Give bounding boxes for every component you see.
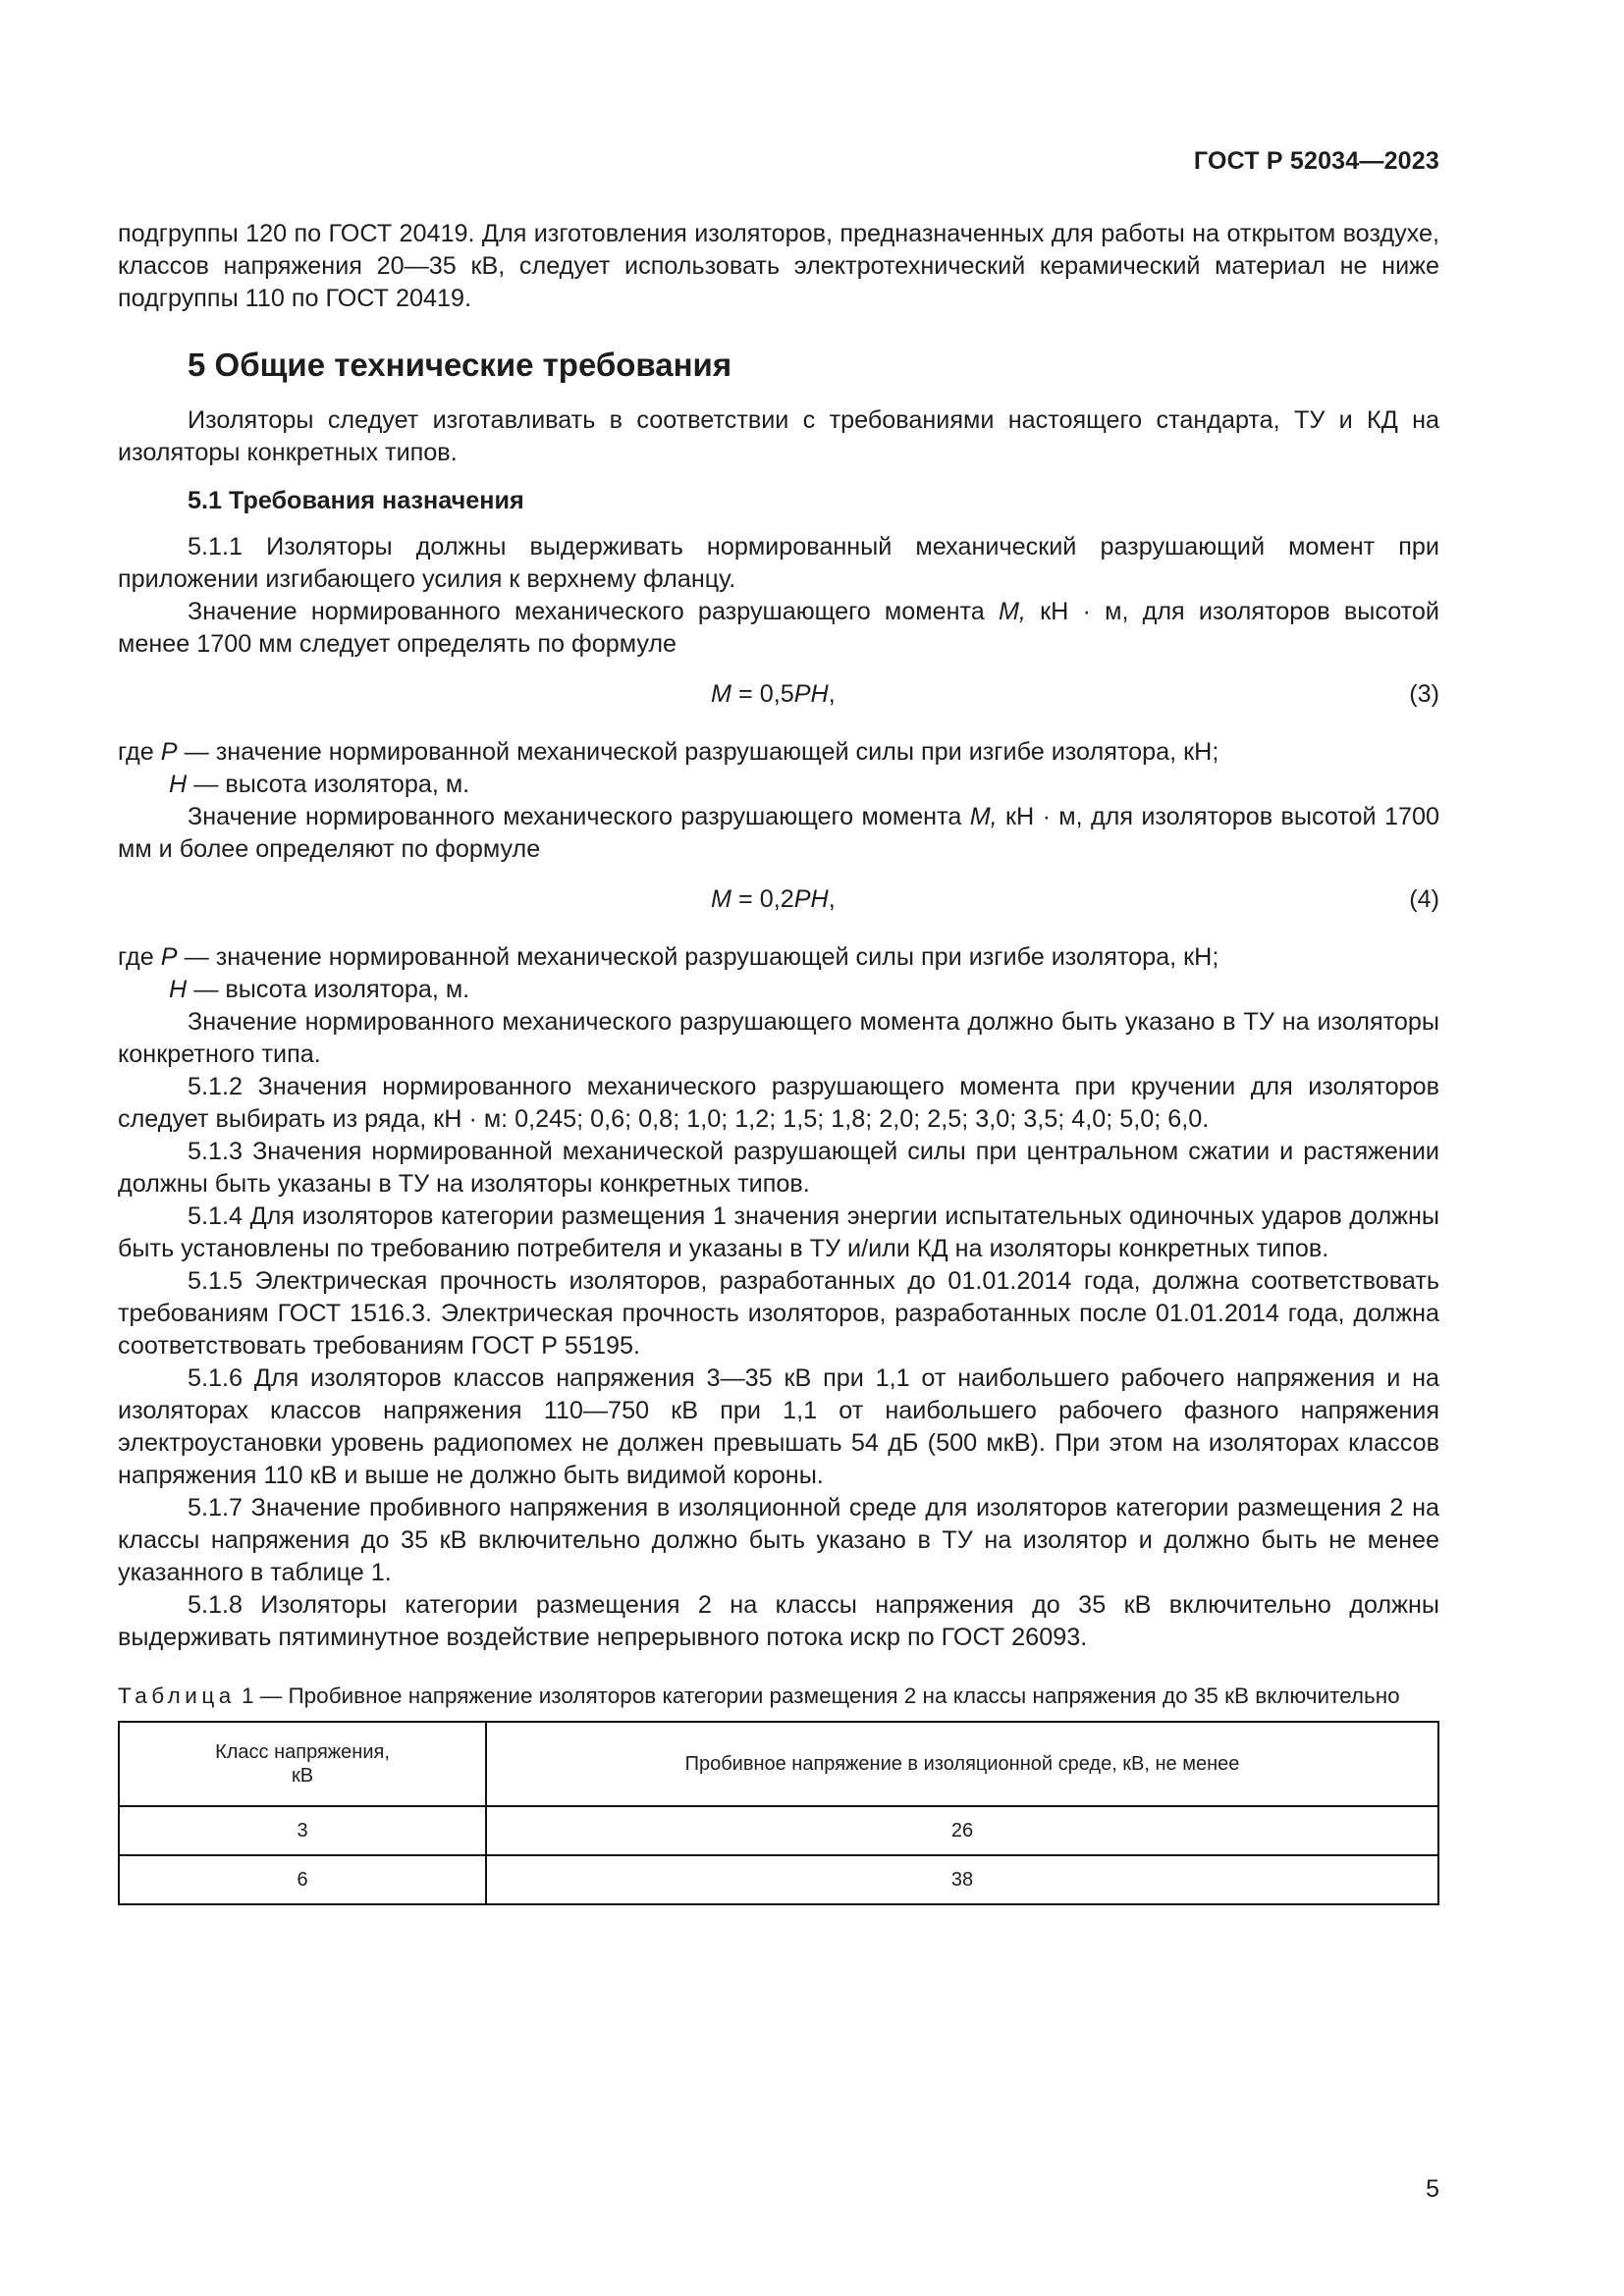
formula-4-where-p: где P — значение нормированной механической разрушающей силы при изгибе изолятора, кН; xyxy=(118,943,1219,971)
table-1 xyxy=(118,1721,1439,1905)
clause-5-1-5: 5.1.5 Электрическая прочность изоляторов, разработанных до 01.01.2014 года, должна соответствовать требованиям ГОСТ 1516.3. Электрическая прочность изоляторов, разработанных после 01.01.2014 года, должна соответствовать требованиям ГОСТ Р 55195. xyxy=(118,1267,1439,1360)
moment-tu-paragraph: Значение нормированного механического разрушающего момента должно быть указано в ТУ на изоляторы конкретного типа. xyxy=(118,1008,1439,1068)
table-cell-voltage-class: 6 xyxy=(119,1855,486,1904)
formula-3 xyxy=(118,678,1439,711)
column-header-breakdown-voltage: Пробивное напряжение в изоляционной среде, кВ, не менее xyxy=(486,1722,1438,1806)
clause-5-1-6: 5.1.6 Для изоляторов классов напряжения 3—35 кВ при 1,1 от наибольшего рабочего напряжения и на изоляторах классов напряжения 110—750 кВ при 1,1 от наибольшего рабочего фазного напряжения электроустановки уровень радиопомех не должен превышать 54 дБ (500 мкВ). При этом на изоляторах классов напряжения 110 кВ и выше не должно быть видимой короны. xyxy=(118,1364,1439,1489)
section-5-paragraph: Изоляторы следует изготавливать в соответствии с требованиями настоящего стандарта, ТУ и КД на изоляторы конкретных типов. xyxy=(118,406,1439,466)
table-header-row xyxy=(119,1722,1438,1806)
column-header-voltage-class: Класс напряжения, кВ xyxy=(119,1722,486,1806)
formula-3-number: (3) xyxy=(1409,680,1439,708)
table-row xyxy=(119,1806,1438,1855)
section-5-heading: 5 Общие технические требования xyxy=(188,347,732,383)
clause-5-1-2: 5.1.2 Значения нормированного механического разрушающего момента при кручении для изоляторов следует выбирать из ряда, кН · м: 0,245; 0,6; 0,8; 1,0; 1,2; 1,5; 1,8; 2,0; 2,5; 3,0; 3,5; 4,0; 5,0; 6,0. xyxy=(118,1073,1439,1133)
intro-paragraph: подгруппы 120 по ГОСТ 20419. Для изготовления изоляторов, предназначенных для работы на открытом воздухе, классов напряжения 20—35 кВ, следует использовать электротехнический керамический материал не ниже подгруппы 110 по ГОСТ 20419. xyxy=(118,220,1439,312)
formula-3-expression: M = 0,5PH, xyxy=(711,680,836,708)
clause-5-1-8: 5.1.8 Изоляторы категории размещения 2 на классы напряжения до 35 кВ включительно должны выдерживать пятиминутное воздействие непрерывного потока искр по ГОСТ 26093. xyxy=(118,1591,1439,1651)
formula-4-expression: M = 0,2PH, xyxy=(711,885,836,913)
table-1-caption: Таблица 1 — Пробивное напряжение изоляторов категории размещения 2 на классы напряжения до 35 кВ включительно xyxy=(118,1683,1400,1708)
formula-4 xyxy=(118,883,1439,916)
formula-4-number: (4) xyxy=(1409,885,1439,913)
moment-symbol: М, xyxy=(998,598,1026,625)
formula-4-where-h: H — высота изолятора, м. xyxy=(169,976,470,1003)
moment-paragraph-2: Значение нормированного механического разрушающего момента М, кН · м, для изоляторов высотой 1700 мм и более определяют по формуле xyxy=(118,803,1439,863)
moment-symbol: М, xyxy=(969,803,998,830)
page-content xyxy=(118,218,1439,1905)
table-cell-voltage-class: 3 xyxy=(119,1806,486,1855)
section-5-1-heading: 5.1 Требования назначения xyxy=(188,487,524,514)
document-code-header: ГОСТ Р 52034—2023 xyxy=(1193,147,1439,175)
moment-paragraph-1: Значение нормированного механического разрушающего момента М, кН · м, для изоляторов высотой менее 1700 мм следует определять по формуле xyxy=(118,598,1439,658)
table-cell-breakdown-voltage: 26 xyxy=(486,1806,1438,1855)
page-number: 5 xyxy=(1426,2175,1439,2203)
table-row xyxy=(119,1855,1438,1904)
formula-3-where-h: H — высота изолятора, м. xyxy=(169,771,470,798)
formula-3-where-p: где P — значение нормированной механической разрушающей силы при изгибе изолятора, кН; xyxy=(118,738,1219,766)
clause-5-1-7: 5.1.7 Значение пробивного напряжения в изоляционной среде для изоляторов категории размещения 2 на классы напряжения до 35 кВ включительно должно быть указано в ТУ на изолятор и должно быть не менее указанного в таблице 1. xyxy=(118,1494,1439,1586)
clause-5-1-1: 5.1.1 Изоляторы должны выдерживать нормированный механический разрушающий момент при приложении изгибающего усилия к верхнему фланцу. xyxy=(118,533,1439,593)
clause-5-1-4: 5.1.4 Для изоляторов категории размещения 1 значения энергии испытательных одиночных ударов должны быть установлены по требованию потребителя и указаны в ТУ и/или КД на изоляторы конкретных типов. xyxy=(118,1202,1439,1262)
table-cell-breakdown-voltage: 38 xyxy=(486,1855,1438,1904)
clause-5-1-3: 5.1.3 Значения нормированной механической разрушающей силы при центральном сжатии и растяжении должны быть указаны в ТУ на изоляторы конкретных типов. xyxy=(118,1138,1439,1198)
